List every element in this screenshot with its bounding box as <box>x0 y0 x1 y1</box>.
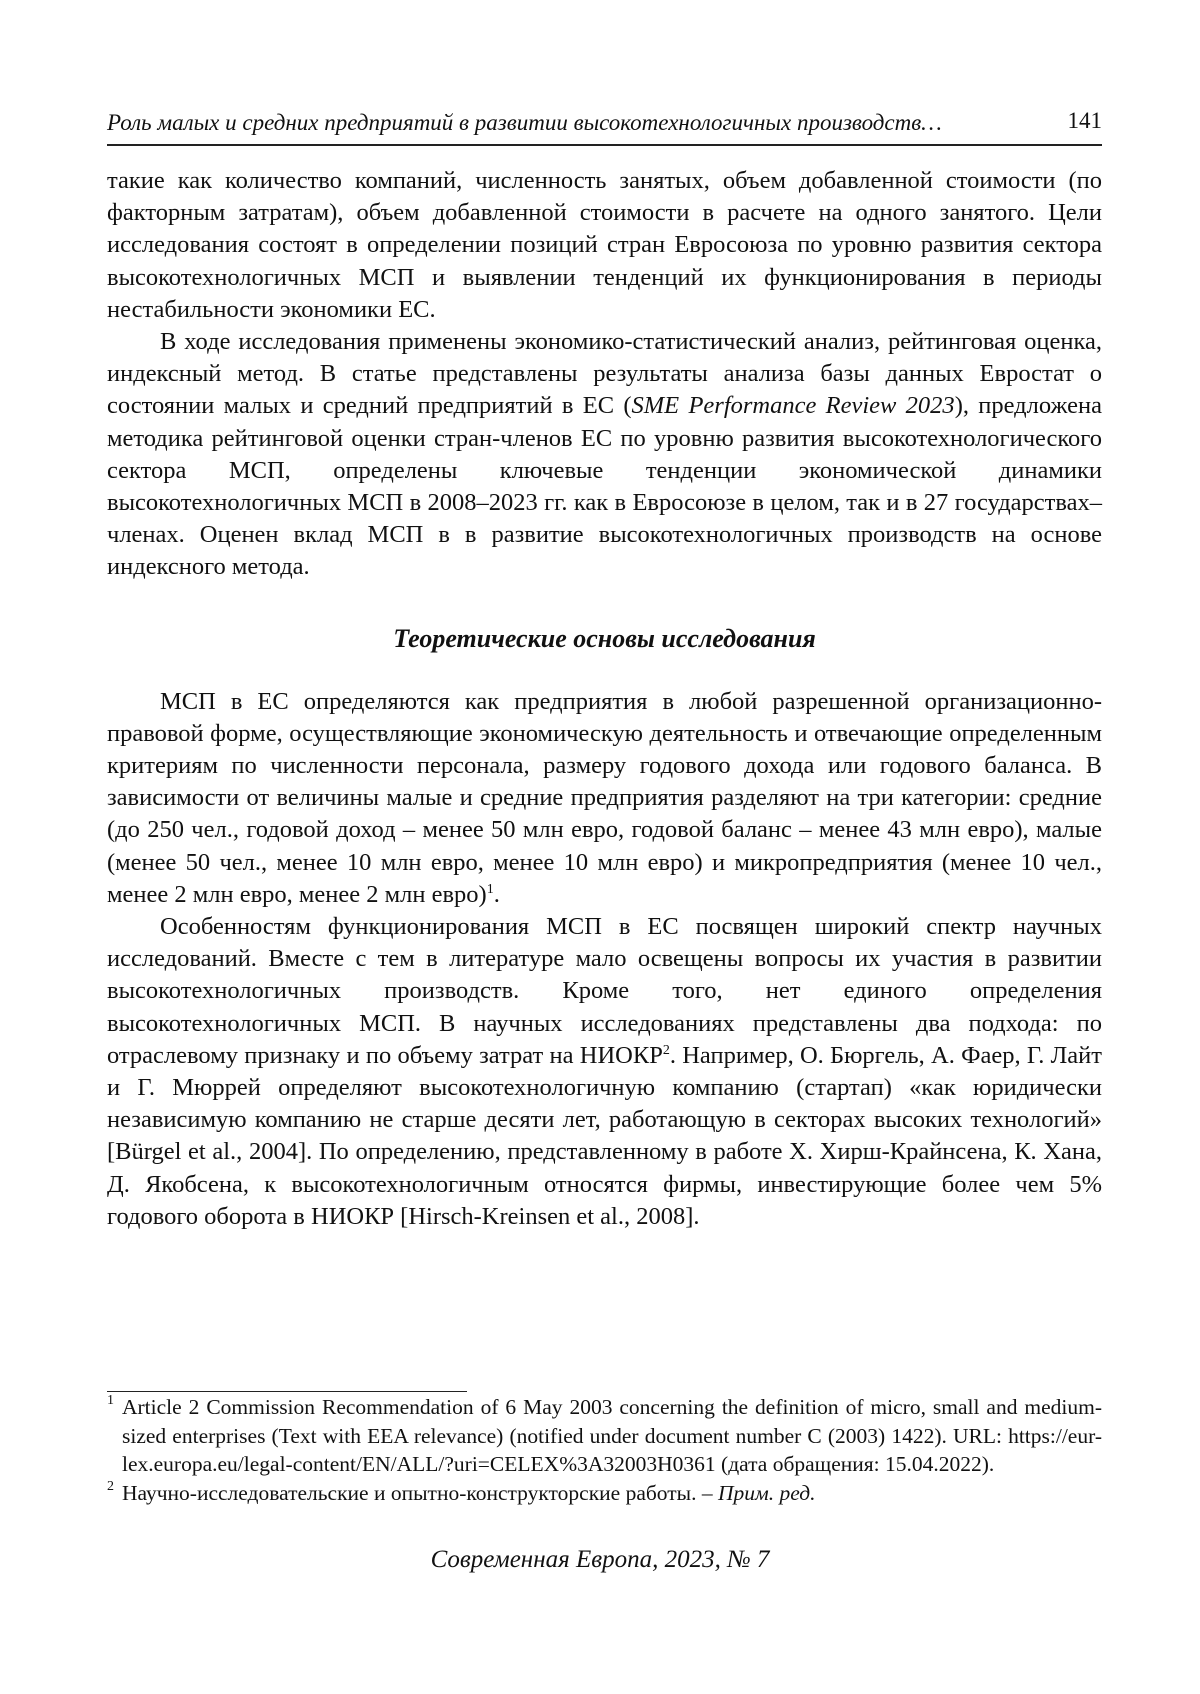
article-body <box>107 165 1102 1233</box>
paragraph-2-italic: SME Performance Review 2023 <box>631 392 955 420</box>
footnotes <box>107 1393 1102 1507</box>
paragraph-2-text-a: В ходе исследования применены экономико-статистический анализ, рейтинговая оценка, индексный метод. В статье представлены результаты анализа базы данных Евростат о состоянии малых и средний предприятий в ЕС ( <box>107 328 1102 420</box>
section-heading: Теоретические основы исследования <box>393 623 816 653</box>
paragraph-3-text-a: МСП в ЕС определяются как предприятия в любой разрешенной организационно-правовой форме, осуществляющие экономическую деятельность и отвечающие определенным критериям по численности персонала, размеру годового дохода или годового баланса. В зависимости от величины малые и средние предприятия разделяют на три категории: средние (до 250 чел., годовой доход – менее 50 млн евро, годовой баланс – менее 43 млн евро), малые (менее 50 чел., менее 10 млн евро, менее 10 млн евро) и микропредприятия (менее 10 чел., менее 2 млн евро, менее 2 млн евро) <box>107 687 1102 908</box>
paragraph-4-text-b: . Например, О. Бюргель, А. Фаер, Г. Лайт и Г. Мюррей определяют высокотехнологичную компанию (стартап) «как юридически независимую компанию не старше десяти лет, работающую в секторах высоких технологий» [Bürgel et al., 2004]. По определению, представленному в работе Х. Хирш-Крайнсена, К. Хана, Д. Якобсена, к высокотехнологичным относятся фирмы, инвестирующие более чем 5% годового оборота в НИОКР [Hirsch-Kreinsen et al., 2008]. <box>107 1041 1102 1230</box>
footnote-divider <box>107 1391 467 1392</box>
paragraph-2-text-b: ), предложена методика рейтинговой оценки стран-членов ЕС по уровню развития высокотехнологического сектора МСП, определены ключевые тенденции экономической динамики высокотехнологичных МСП в 2008–2023 гг. как в Евросоюзе в целом, так и в 27 государствах–членах. Оценен вклад МСП в в развитие высокотехнологичных производств на основе индексного метода. <box>107 392 1102 581</box>
footnote-2 <box>107 1479 1102 1508</box>
footnote-2-italic: Прим. ред. <box>718 1480 816 1505</box>
paragraph-3 <box>107 686 1102 911</box>
footnote-2-text: Научно-исследовательские и опытно-конструкторские работы. – <box>122 1480 718 1505</box>
footnote-1-text: Article 2 Commission Recommendation of 6 May 2003 concerning the definition of micro, small and medium-sized enterprises (Text with EEA relevance) (notified under document number C (2003) 1422). URL: https://eur-lex.europa.eu/legal-content/EN/ALL/?uri=CELEX%3A32003H0361 (дата обращения: 15.04.2022). <box>122 1395 1102 1476</box>
footnote-ref-1[interactable]: 1 <box>486 881 494 897</box>
journal-footer: Современная Европа, 2023, № 7 <box>430 1546 770 1573</box>
footnote-2-mark: 2 <box>107 1478 114 1494</box>
running-title: Роль малых и средних предприятий в развитии высокотехнологичных производств… <box>107 110 942 135</box>
paragraph-4-text-a: Особенностям функционирования МСП в ЕС посвящен широкий спектр научных исследований. Вместе с тем в литературе мало освещены вопросы их участия в развитии высокотехнологичных производств. Кроме того, нет единого определения высокотехнологичных МСП. В научных исследованиях представлены два подхода: по отраслевому признаку и по объему затрат на НИОКР <box>107 913 1102 1069</box>
footnote-1-mark: 1 <box>107 1393 114 1408</box>
paragraph-2 <box>107 326 1102 584</box>
footnote-1 <box>107 1393 1102 1479</box>
page-number: 141 <box>1067 108 1102 133</box>
footnote-ref-2[interactable]: 2 <box>662 1042 670 1058</box>
paragraph-4 <box>107 911 1102 1233</box>
running-header <box>107 104 1102 146</box>
paragraph-1: такие как количество компаний, численность занятых, объем добавленной стоимости (по факторным затратам), объем добавленной стоимости в расчете на одного занятого. Цели исследования состоят в определении позиций стран Евросоюза по уровню развития сектора высокотехнологичных МСП и выявлении тенденций их функционирования в периоды нестабильности экономики ЕС. <box>107 167 1102 323</box>
paragraph-3-text-b: . <box>493 880 500 908</box>
